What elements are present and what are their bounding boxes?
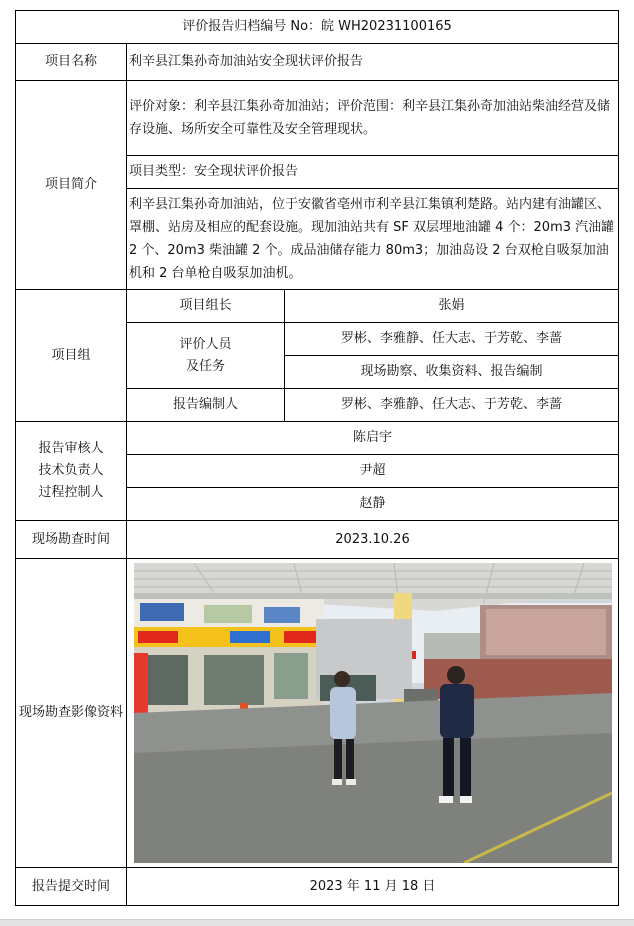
gas-station-photo (134, 563, 612, 863)
compiler-value: 罗彬、李雅静、任大志、于芳乾、李蔷 (285, 389, 619, 422)
survey-time-label: 现场勘查时间 (16, 521, 127, 559)
archive-row (16, 11, 619, 44)
project-intro-scope: 评价对象：利辛县江集孙奇加油站；评价范围：利辛县江集孙奇加油站柴油经营及储存设施、场所安全可靠性及安全管理现状。 (127, 81, 619, 156)
project-intro-label: 项目简介 (16, 81, 127, 290)
reviewer-label: 报告审核人 (38, 441, 104, 456)
project-intro-row (16, 81, 619, 156)
project-team-label: 项目组 (16, 290, 127, 422)
team-leader-value: 张娟 (285, 290, 619, 323)
evaluators-value: 罗彬、李雅静、任大志、于芳乾、李蔷 (285, 323, 619, 356)
archive-number: 评价报告归档编号 No：皖 WH20231100165 (16, 11, 619, 44)
team-leader-label: 项目组长 (127, 290, 285, 323)
process-label: 过程控制人 (38, 485, 104, 500)
survey-photo-cell (127, 559, 619, 868)
project-description: 利辛县江集孙奇加油站，位于安徽省亳州市利辛县江集镇利楚路。站内建有油罐区、罩棚、站房及相应的配套设施。现加油站共有 SF 双层埋地油罐 4 个：20m3 汽油罐 2 个、20m3 柴油罐 2 个。成品油储存能力 80m3；加油岛设 2 台双枪自吸泵加油机和 2 台单枪自吸泵加油机。 (127, 189, 619, 290)
project-name-label: 项目名称 (16, 44, 127, 81)
review-labels (16, 422, 127, 521)
project-type: 项目类型：安全现状评价报告 (127, 156, 619, 189)
evaluators-label-line-1: 评价人员 (179, 336, 232, 352)
evaluators-label (127, 323, 285, 389)
survey-time-row (16, 521, 619, 559)
technical-value: 尹超 (127, 455, 619, 488)
submit-time-label: 报告提交时间 (16, 868, 127, 906)
project-name-value: 利辛县江集孙奇加油站安全现状评价报告 (127, 44, 619, 81)
team-leader-row (16, 290, 619, 323)
process-value: 赵静 (127, 488, 619, 521)
technical-label: 技术负责人 (38, 463, 104, 478)
compiler-label: 报告编制人 (127, 389, 285, 422)
reviewer-value: 陈启宇 (127, 422, 619, 455)
report-info-table (15, 10, 619, 906)
project-name-row (16, 44, 619, 81)
tasks-value: 现场勘察、收集资料、报告编制 (285, 356, 619, 389)
submit-time-row (16, 868, 619, 906)
survey-photo-row (16, 559, 619, 868)
evaluators-label-line-2: 及任务 (185, 358, 225, 374)
survey-photo-label: 现场勘查影像资料 (16, 559, 127, 868)
reviewer-row (16, 422, 619, 455)
survey-time-value: 2023.10.26 (127, 521, 619, 559)
submit-time-value: 2023 年 11 月 18 日 (127, 868, 619, 906)
